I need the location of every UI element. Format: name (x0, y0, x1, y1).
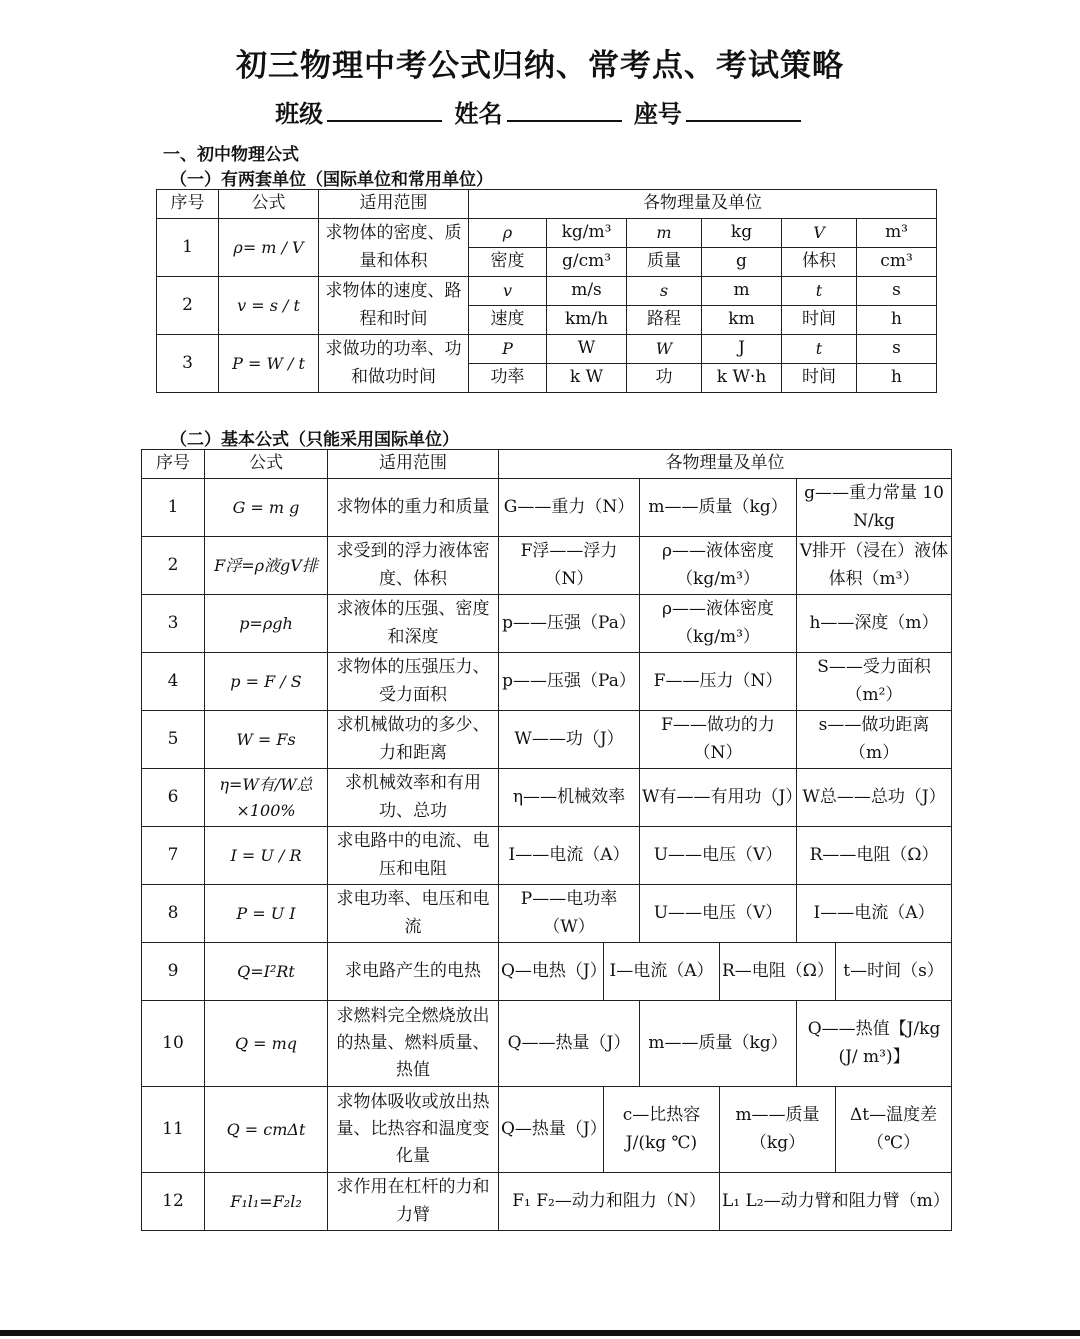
quantity-cell: I——电流（A） (499, 827, 640, 885)
quantity-name: 时间 (782, 364, 857, 393)
header-cell: 序号 (157, 190, 219, 219)
quantity-cell: Q——热值【J/kg (J/ m³)】 (797, 1001, 952, 1087)
row-number: 1 (157, 219, 219, 277)
section-heading: 一、初中物理公式 (163, 145, 299, 165)
quantity-name: 路程 (627, 306, 702, 335)
row-number: 10 (142, 1001, 205, 1087)
class-label: 班级 (275, 99, 324, 128)
formula: F₁l₁=F₂l₂ (205, 1173, 328, 1231)
header-cell: 各物理量及单位 (469, 190, 937, 219)
formula: G = m g (205, 479, 328, 537)
quantity-cell: F——压力（N） (640, 653, 797, 711)
row-number: 9 (142, 943, 205, 1001)
table-row (142, 479, 952, 537)
row-number: 4 (142, 653, 205, 711)
quantity-symbol: ρ (469, 219, 547, 248)
scope: 求受到的浮力液体密度、体积 (328, 537, 499, 595)
formula: p = F / S (205, 653, 328, 711)
student-info-fields (0, 94, 1080, 129)
quantity-name: 体积 (782, 248, 857, 277)
quantity-cell: Q—热量（J） (499, 1087, 604, 1173)
quantity-symbol: P (469, 335, 547, 364)
quantity-cell: W有——有用功（J） (640, 769, 797, 827)
row-number: 3 (142, 595, 205, 653)
row-number: 7 (142, 827, 205, 885)
table-row (157, 219, 937, 248)
quantity-symbol: m (627, 219, 702, 248)
scope: 求作用在杠杆的力和力臂 (328, 1173, 499, 1231)
row-number: 11 (142, 1087, 205, 1173)
quantity-symbol: W (627, 335, 702, 364)
quantity-symbol: t (782, 335, 857, 364)
si-unit: s (857, 335, 937, 364)
scope: 求机械做功的多少、力和距离 (328, 711, 499, 769)
quantity-cell: R—电阻（Ω） (720, 943, 836, 1001)
quantity-cell: η——机械效率 (499, 769, 640, 827)
quantity-cell: F——做功的力（N） (640, 711, 797, 769)
row-number: 8 (142, 885, 205, 943)
quantity-cell: m——质量（kg） (640, 479, 797, 537)
si-unit: s (857, 277, 937, 306)
scope: 求物体的密度、质量和体积 (319, 219, 469, 277)
quantity-cell: m——质量（kg） (640, 1001, 797, 1087)
quantity-cell: G——重力（N） (499, 479, 640, 537)
scope: 求做功的功率、功和做功时间 (319, 335, 469, 393)
table-row (142, 537, 952, 595)
two-unit-formula-table (156, 189, 937, 393)
header-cell: 各物理量及单位 (499, 450, 952, 479)
common-unit: cm³ (857, 248, 937, 277)
quantity-cell: W总——总功（J） (797, 769, 952, 827)
quantity-cell: P——电功率（W） (499, 885, 640, 943)
quantity-cell: m——质量（kg） (720, 1087, 836, 1173)
table-row (142, 711, 952, 769)
quantity-cell: g——重力常量 10 N/kg (797, 479, 952, 537)
basic-formula-table (141, 449, 952, 1231)
quantity-cell: I—电流（A） (604, 943, 720, 1001)
header-cell: 适用范围 (319, 190, 469, 219)
row-number: 6 (142, 769, 205, 827)
quantity-cell: L₁ L₂—动力臂和阻力臂（m） (720, 1173, 952, 1231)
table-row (142, 653, 952, 711)
scope: 求物体的速度、路程和时间 (319, 277, 469, 335)
si-unit: m³ (857, 219, 937, 248)
header-cell: 公式 (205, 450, 328, 479)
si-unit: m (702, 277, 782, 306)
table-row (142, 769, 952, 827)
row-number: 1 (142, 479, 205, 537)
scope: 求物体的压强压力、受力面积 (328, 653, 499, 711)
si-unit: J (702, 335, 782, 364)
quantity-cell: Q—电热（J） (499, 943, 604, 1001)
formula: Q=I²Rt (205, 943, 328, 1001)
quantity-symbol: V (782, 219, 857, 248)
quantity-cell: F浮——浮力（N） (499, 537, 640, 595)
scope: 求电路产生的电热 (328, 943, 499, 1001)
quantity-cell: U——电压（V） (640, 885, 797, 943)
common-unit: g (702, 248, 782, 277)
document-title: 初三物理中考公式归纳、常考点、考试策略 (236, 48, 844, 84)
table-row (157, 277, 937, 306)
formula: ρ= m / V (219, 219, 319, 277)
row-number: 5 (142, 711, 205, 769)
formula: I = U / R (205, 827, 328, 885)
common-unit: h (857, 364, 937, 393)
table-row (142, 827, 952, 885)
common-unit: k W·h (702, 364, 782, 393)
quantity-cell: s——做功距离（m） (797, 711, 952, 769)
table-row (142, 1001, 952, 1087)
quantity-symbol: s (627, 277, 702, 306)
quantity-symbol: t (782, 277, 857, 306)
formula: F浮=ρ液gV排 (205, 537, 328, 595)
quantity-name: 时间 (782, 306, 857, 335)
subsection-heading-1: （一）有两套单位（国际单位和常用单位） (170, 170, 493, 190)
page-bottom-rule (0, 1330, 1080, 1336)
quantity-cell: h——深度（m） (797, 595, 952, 653)
quantity-cell: S——受力面积（m²） (797, 653, 952, 711)
si-unit: kg/m³ (547, 219, 627, 248)
seat-label: 座号 (633, 99, 682, 128)
scope: 求物体吸收或放出热量、比热容和温度变化量 (328, 1087, 499, 1173)
si-unit: kg (702, 219, 782, 248)
formula: p=ρgh (205, 595, 328, 653)
quantity-name: 功 (627, 364, 702, 393)
common-unit: h (857, 306, 937, 335)
formula: P = U I (205, 885, 328, 943)
table-row (142, 1087, 952, 1173)
quantity-cell: W——功（J） (499, 711, 640, 769)
common-unit: g/cm³ (547, 248, 627, 277)
quantity-cell: V排开（浸在）液体体积（m³） (797, 537, 952, 595)
quantity-cell: c—比热容 J/(kg ℃) (604, 1087, 720, 1173)
si-unit: m/s (547, 277, 627, 306)
formula: v = s / t (219, 277, 319, 335)
scope: 求机械效率和有用功、总功 (328, 769, 499, 827)
common-unit: k W (547, 364, 627, 393)
scope: 求液体的压强、密度和深度 (328, 595, 499, 653)
formula: η=W有/W总×100% (205, 769, 328, 827)
formula: P = W / t (219, 335, 319, 393)
scope: 求燃料完全燃烧放出的热量、燃料质量、热值 (328, 1001, 499, 1087)
row-number: 3 (157, 335, 219, 393)
quantity-symbol: v (469, 277, 547, 306)
scope: 求电路中的电流、电压和电阻 (328, 827, 499, 885)
row-number: 12 (142, 1173, 205, 1231)
formula: Q = mq (205, 1001, 328, 1087)
si-unit: W (547, 335, 627, 364)
table-row (142, 885, 952, 943)
table-row (142, 595, 952, 653)
table-header-row (142, 450, 952, 479)
table-row (157, 335, 937, 364)
row-number: 2 (142, 537, 205, 595)
header-cell: 序号 (142, 450, 205, 479)
class-blank[interactable] (327, 98, 442, 122)
quantity-cell: U——电压（V） (640, 827, 797, 885)
quantity-cell: t—时间（s） (836, 943, 952, 1001)
header-cell: 公式 (219, 190, 319, 219)
name-label: 姓名 (454, 99, 503, 128)
quantity-name: 速度 (469, 306, 547, 335)
quantity-cell: Q——热量（J） (499, 1001, 640, 1087)
formula: Q = cmΔt (205, 1087, 328, 1173)
quantity-cell: I——电流（A） (797, 885, 952, 943)
name-blank[interactable] (507, 98, 622, 122)
table-row (142, 1173, 952, 1231)
scope: 求电功率、电压和电流 (328, 885, 499, 943)
quantity-cell: Δt—温度差（℃） (836, 1087, 952, 1173)
common-unit: km (702, 306, 782, 335)
quantity-name: 功率 (469, 364, 547, 393)
quantity-cell: F₁ F₂—动力和阻力（N） (499, 1173, 720, 1231)
subsection-heading-2: （二）基本公式（只能采用国际单位） (170, 430, 459, 450)
formula: W = Fs (205, 711, 328, 769)
quantity-cell: ρ——液体密度（kg/m³） (640, 537, 797, 595)
quantity-cell: p——压强（Pa） (499, 653, 640, 711)
quantity-cell: ρ——液体密度（kg/m³） (640, 595, 797, 653)
quantity-cell: R——电阻（Ω） (797, 827, 952, 885)
quantity-name: 密度 (469, 248, 547, 277)
quantity-cell: p——压强（Pa） (499, 595, 640, 653)
row-number: 2 (157, 277, 219, 335)
quantity-name: 质量 (627, 248, 702, 277)
table-row (142, 943, 952, 1001)
header-cell: 适用范围 (328, 450, 499, 479)
seat-blank[interactable] (686, 98, 801, 122)
scope: 求物体的重力和质量 (328, 479, 499, 537)
common-unit: km/h (547, 306, 627, 335)
table-header-row (157, 190, 937, 219)
